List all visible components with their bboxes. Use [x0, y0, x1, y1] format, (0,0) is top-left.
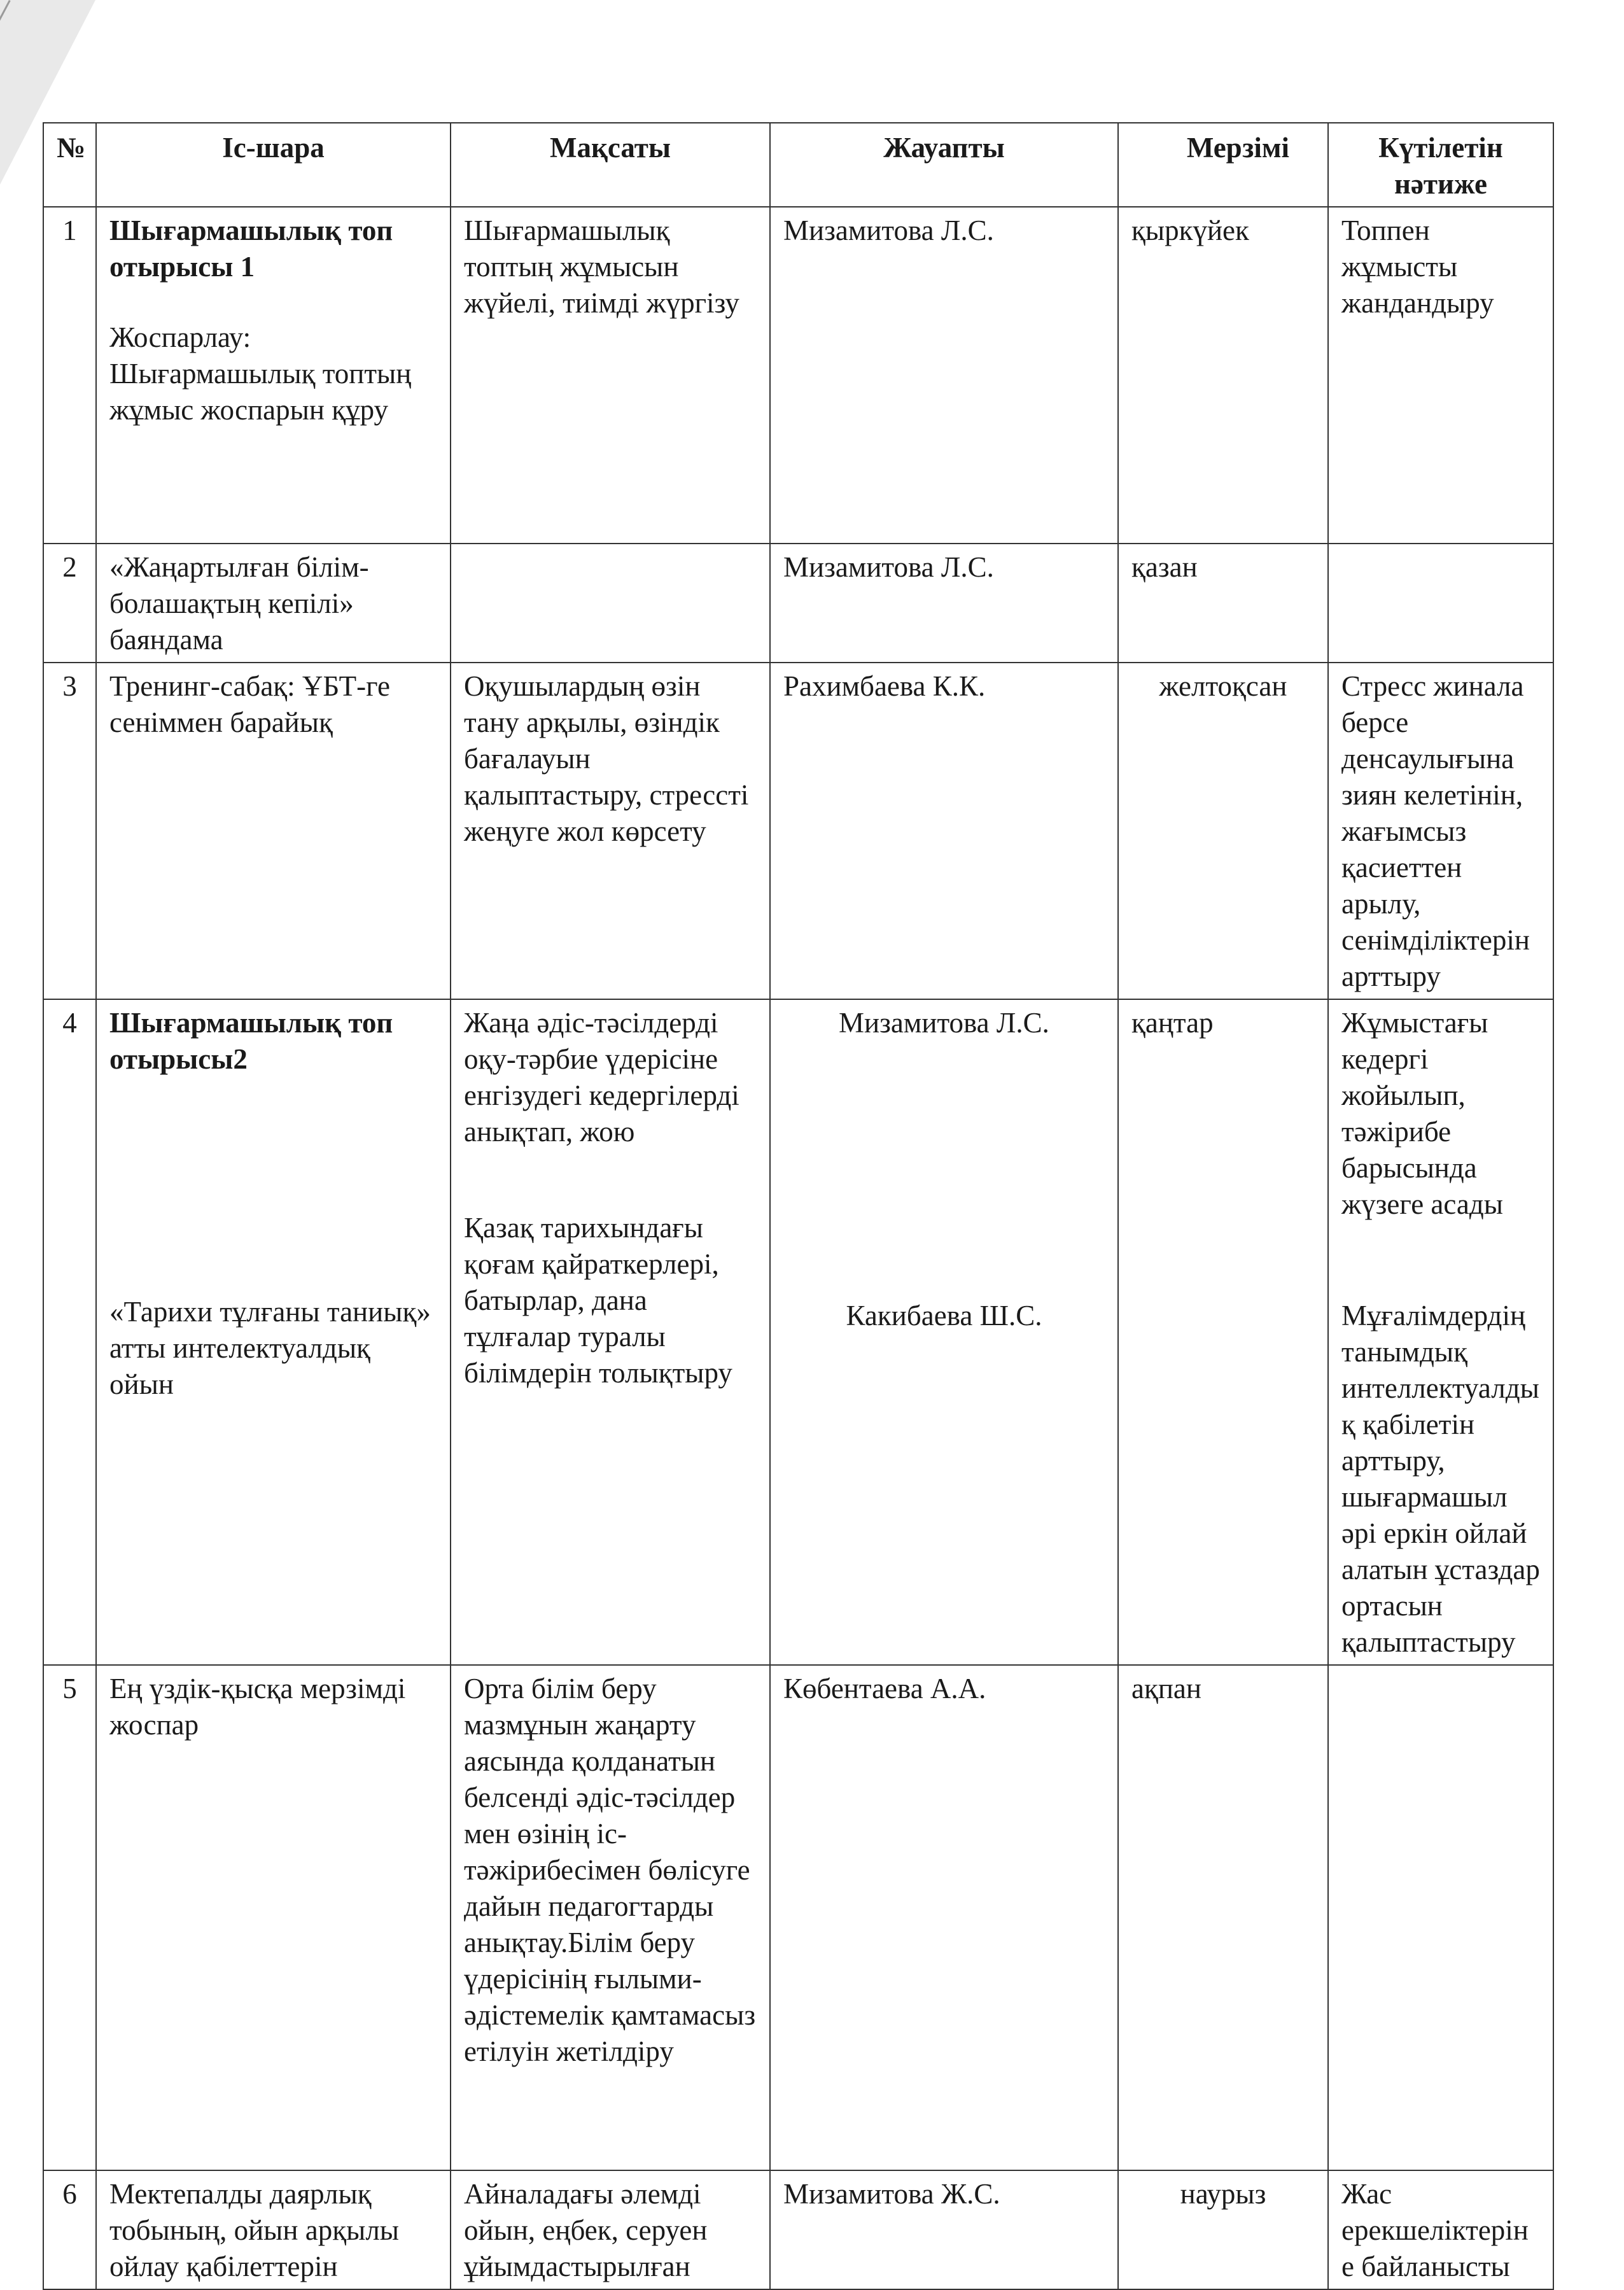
row-number: 4: [43, 999, 96, 1665]
event-title: Шығармашылық топ отырысы2: [109, 1007, 393, 1075]
goal-cell: [451, 999, 770, 1665]
goal-cell: Оқушылардың өзін тану арқылы, өзіндік бағалауын қалыптастыру, стрессті жеңуге жол көрсету: [451, 663, 770, 999]
responsible-cell: Көбентаева А.А.: [770, 1665, 1118, 2170]
responsible-name: Какибаева Ш.С.: [846, 1300, 1042, 1331]
responsible-cell: [770, 999, 1118, 1665]
event-cell: [96, 207, 451, 544]
result-cell: Жас ерекшеліктеріне байланысты: [1328, 2170, 1553, 2289]
event-cell: Ең үздік-қысқа мерзімді жоспар: [96, 1665, 451, 2170]
goal-cell: Айналадағы әлемді ойын, еңбек, серуен ұйымдастырылған: [451, 2170, 770, 2289]
row-number: 2: [43, 544, 96, 663]
result-cell: [1328, 1665, 1553, 2170]
event-cell: [96, 999, 451, 1665]
table-row: [43, 1665, 1553, 2170]
table-row: [43, 2170, 1553, 2289]
header-number: №: [43, 123, 96, 207]
row-number: 5: [43, 1665, 96, 2170]
goal-cell: Орта білім беру мазмұнын жаңарту аясында қолданатын белсенді әдіс-тәсілдер мен өзінің іс-тәжірибесімен бөлісуге дайын педагогтарды анықтау.Білім беру үдерісінің ғылыми-әдістемелік қамтамасыз етілуін жетілдіру: [451, 1665, 770, 2170]
header-event: Іс-шара: [96, 123, 451, 207]
goal-text: Қазақ тарихындағы қоғам қайраткерлері, батырлар, дана тұлғалар туралы білімдерін толықтыру: [464, 1212, 732, 1389]
header-deadline: Мерзімі: [1118, 123, 1328, 207]
result-cell: Стресс жинала берсе денсаулығына зиян келетінін, жағымсыз қасиеттен арылу, сенімділіктерін арттыру: [1328, 663, 1553, 999]
result-cell: Топпен жұмысты жандандыру: [1328, 207, 1553, 544]
event-cell: Тренинг-сабақ: ҰБТ-ге сеніммен барайық: [96, 663, 451, 999]
event-detail: Жоспарлау: Шығармашылық топтың жұмыс жоспарын құру: [109, 321, 412, 426]
table-row: [43, 999, 1553, 1665]
event-title: Шығармашылық топ отырысы 1: [109, 214, 393, 283]
result-text: Жұмыстағы кедергі жойылып, тәжірибе барысында жүзеге асады: [1341, 1007, 1504, 1220]
row-number: 6: [43, 2170, 96, 2289]
table-row: [43, 663, 1553, 999]
goal-cell: [451, 544, 770, 663]
deadline-cell: ақпан: [1118, 1665, 1328, 2170]
result-text: Мұғалімдердің танымдық интеллектуалдық қабілетін арттыру, шығармашыл әрі еркін ойлай алатын ұстаздар ортасын қалыптастыру: [1341, 1300, 1540, 1658]
table-header-row: [43, 123, 1553, 207]
header-expected-result: Күтілетін нәтиже: [1328, 123, 1553, 207]
deadline-cell: қазан: [1118, 544, 1328, 663]
goal-text: Жаңа әдіс-тәсілдерді оқу-тәрбие үдерісіне енгізудегі кедергілерді анықтап, жою: [464, 1007, 739, 1148]
event-cell: Мектепалды даярлық тобының, ойын арқылы ойлау қабілеттерін: [96, 2170, 451, 2289]
responsible-cell: Рахимбаева К.К.: [770, 663, 1118, 999]
deadline-cell: наурыз: [1118, 2170, 1328, 2289]
work-plan-table: [43, 122, 1554, 2290]
responsible-cell: Мизамитова Ж.С.: [770, 2170, 1118, 2289]
header-responsible: Жауапты: [770, 123, 1118, 207]
deadline-cell: қыркүйек: [1118, 207, 1328, 544]
responsible-cell: Мизамитова Л.С.: [770, 544, 1118, 663]
goal-cell: Шығармашылық топтың жұмысын жүйелі, тиімді жүргізу: [451, 207, 770, 544]
event-cell: «Жаңартылған білім-болашақтың кепілі» баяндама: [96, 544, 451, 663]
deadline-cell: қаңтар: [1118, 999, 1328, 1665]
responsible-name: Мизамитова Л.С.: [839, 1007, 1049, 1039]
responsible-cell: Мизамитова Л.С.: [770, 207, 1118, 544]
result-cell: [1328, 999, 1553, 1665]
table-row: [43, 207, 1553, 544]
row-number: 3: [43, 663, 96, 999]
event-detail: «Тарихи тұлғаны таниық» атты интелектуалдық ойын: [109, 1296, 431, 1400]
row-number: 1: [43, 207, 96, 544]
header-goal: Мақсаты: [451, 123, 770, 207]
table-row: [43, 544, 1553, 663]
result-cell: [1328, 544, 1553, 663]
deadline-cell: желтоқсан: [1118, 663, 1328, 999]
